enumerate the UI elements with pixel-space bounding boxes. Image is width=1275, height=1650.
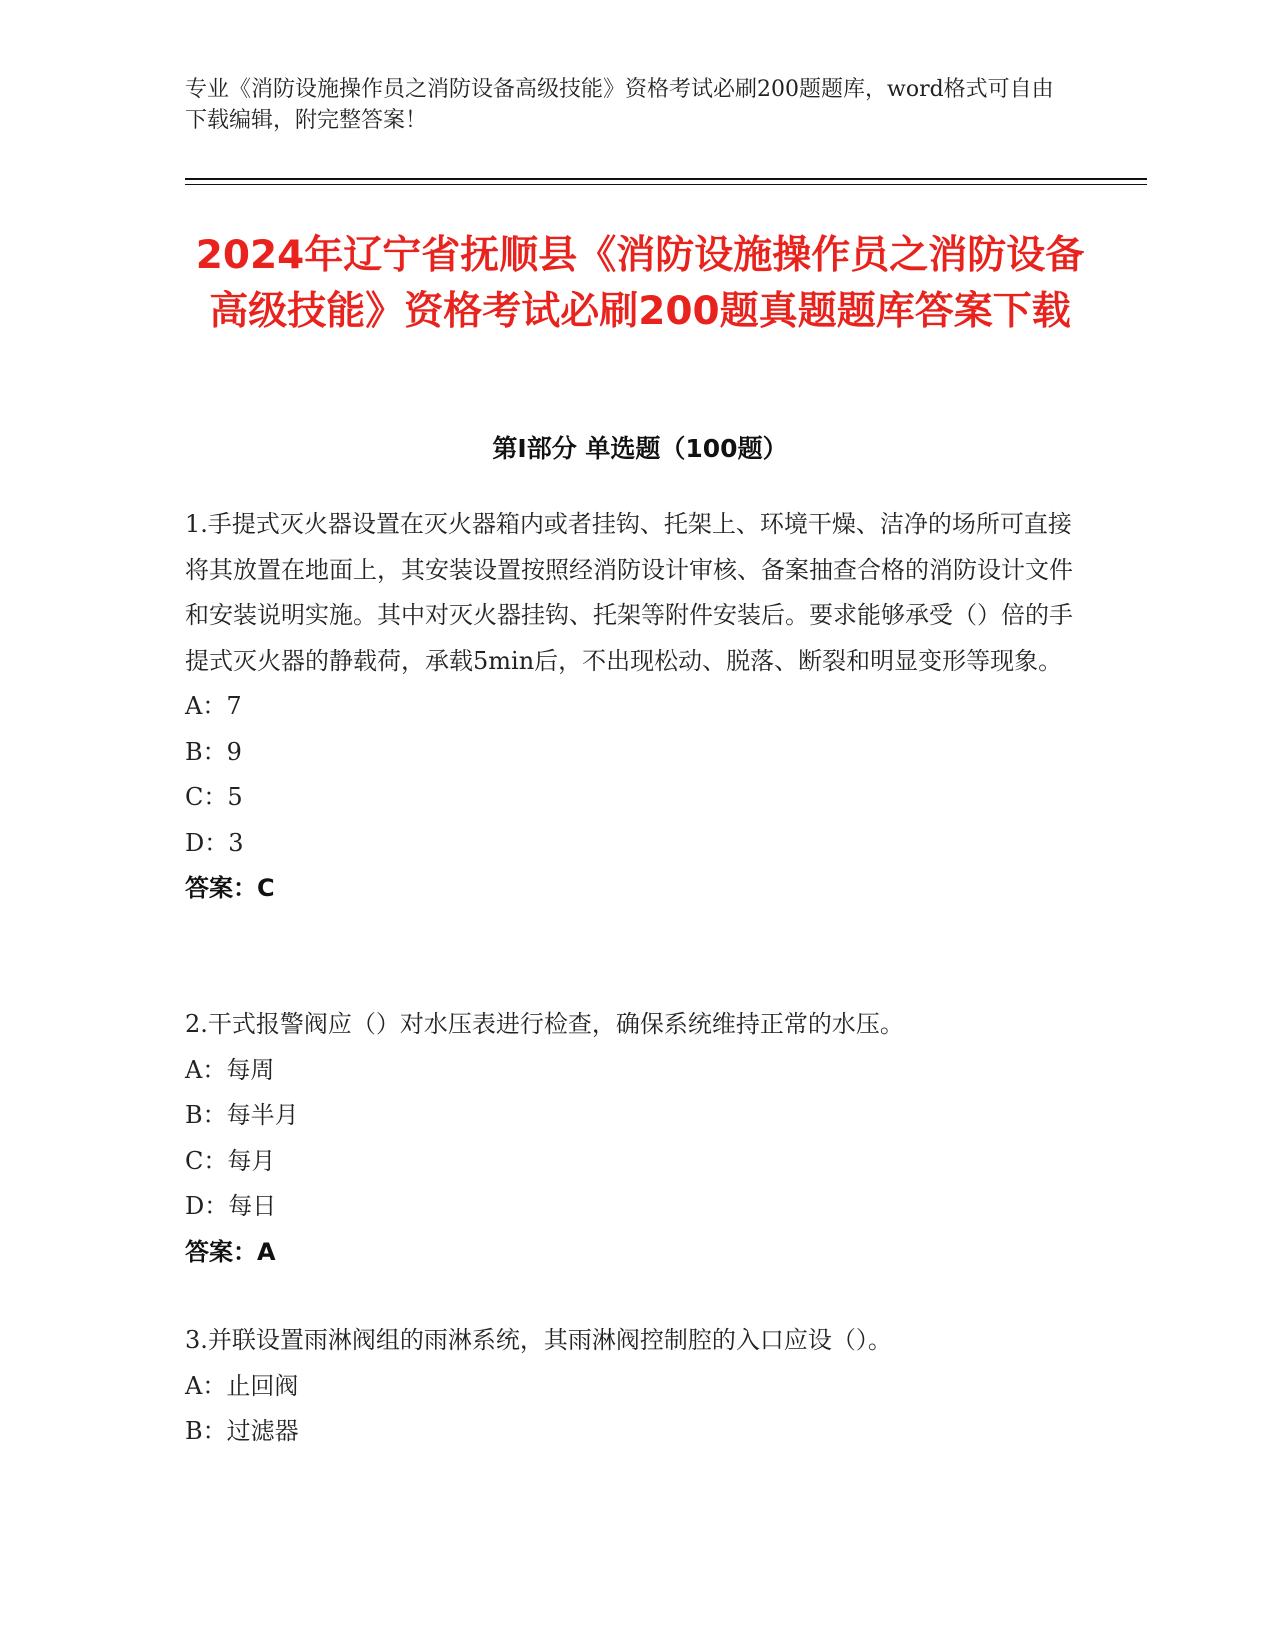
option-d: D：每日 (185, 1192, 277, 1220)
answer: 答案：A (185, 1237, 276, 1266)
option-b: B：每半月 (185, 1101, 299, 1129)
option-b: B：过滤器 (185, 1417, 299, 1445)
question-1 (185, 502, 1085, 912)
question-stem: 3.并联设置雨淋阀组的雨淋系统，其雨淋阀控制腔的入口应设（）。 (185, 1326, 892, 1354)
question-stem: 1.手提式灭火器设置在灭火器箱内或者挂钩、托架上、环境干燥、洁净的场所可直接将其放置在地面上，其安装设置按照经消防设计审核、备案抽查合格的消防设计文件和安装说明实施。其中对灭火器挂钩、托架等附件安装后。要求能够承受（）倍的手提式灭火器的静载荷，承载5min后，不出现松动、脱落、断裂和明显变形等现象。 (185, 510, 1073, 675)
option-a: A：止回阀 (185, 1371, 299, 1400)
header-note: 专业《消防设施操作员之消防设备高级技能》资格考试必刷200题题库，word格式可自由下载编辑，附完整答案！ (185, 77, 1054, 133)
question-stem: 2.干式报警阀应（）对水压表进行检查，确保系统维持正常的水压。 (185, 1010, 904, 1038)
option-a: A：每周 (185, 1055, 275, 1084)
document-title: 2024年辽宁省抚顺县《消防设施操作员之消防设备高级技能》资格考试必刷200题真题题库答案下载 (195, 233, 1085, 334)
section-title: 第Ⅰ部分 单选题（100题） (492, 434, 788, 463)
question-2 (185, 1002, 1085, 1275)
header-rule-thick (185, 178, 1147, 180)
answer: 答案：C (185, 874, 275, 902)
option-a: A：7 (185, 692, 242, 720)
header-rule-thin (185, 184, 1147, 185)
option-c: C：每月 (185, 1146, 276, 1175)
option-c: C：5 (185, 783, 243, 811)
option-b: B：9 (185, 737, 242, 766)
question-3 (185, 1318, 1085, 1455)
option-d: D：3 (185, 828, 244, 857)
